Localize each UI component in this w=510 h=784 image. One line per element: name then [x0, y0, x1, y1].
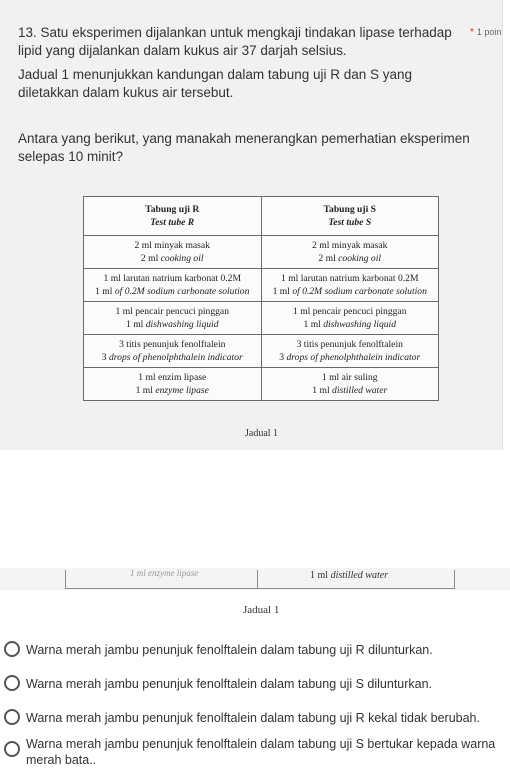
table-caption: Jadual 1: [245, 428, 279, 439]
fragment-right-text: 1 ml distilled water: [310, 570, 389, 581]
radio-button[interactable]: [4, 741, 20, 757]
option-label: Warna merah jambu penunjuk fenolftalein dalam tabung uji S bertukar kepada warna merah bata..: [26, 737, 496, 767]
cell-s: 2 ml minyak masak 2 ml cooking oil: [261, 236, 439, 269]
option-label: Warna merah jambu penunjuk fenolftalein dalam tabung uji S dilunturkan.: [26, 677, 433, 691]
required-star: *: [470, 27, 474, 38]
question-line-5: Antara yang berikut, yang manakah menerangkan pemerhatian eksperimen: [18, 131, 470, 146]
cell-r: 3 titis penunjuk fenolftalein 3 drops of phenolphthalein indicator: [84, 335, 262, 368]
cell-s: 1 ml air suling 1 ml distilled water: [261, 368, 439, 401]
fragment-left-text: 1 ml enzyme lipase: [130, 568, 199, 578]
cell-s: 3 titis penunjuk fenolftalein 3 drops of phenolphthalein indicator: [261, 335, 439, 368]
table-fragment-image: [0, 568, 510, 590]
cell-s: 1 ml pencair pencuci pinggan 1 ml dishwashing liquid: [261, 302, 439, 335]
table-row: [84, 302, 439, 335]
header-tube-r: Tabung uji R Test tube R: [84, 197, 262, 236]
table-row: [84, 335, 439, 368]
option-label: Warna merah jambu penunjuk fenolftalein dalam tabung uji R dilunturkan.: [26, 643, 433, 657]
answer-option-3[interactable]: [0, 708, 510, 738]
question-line-1: 13. Satu eksperimen dijalankan untuk mengkaji tindakan lipase terhadap: [18, 25, 452, 40]
question-line-4: diletakkan dalam kukus air tersebut.: [18, 85, 234, 100]
answer-option-1[interactable]: [0, 640, 510, 670]
option-label: Warna merah jambu penunjuk fenolftalein dalam tabung uji R kekal tidak berubah.: [26, 711, 480, 725]
cell-r: 1 ml enzim lipase 1 ml enzyme lipase: [84, 368, 262, 401]
question-number: 13.: [18, 25, 37, 40]
table-row: [84, 269, 439, 302]
question-line-6: selepas 10 minit?: [18, 149, 124, 164]
cell-r: 2 ml minyak masak 2 ml cooking oil: [84, 236, 262, 269]
answer-option-2[interactable]: [0, 674, 510, 704]
radio-button[interactable]: [4, 709, 20, 725]
radio-button[interactable]: [4, 675, 20, 691]
cell-s: 1 ml larutan natrium karbonat 0.2M 1 ml of 0.2M sodium carbonate solution: [261, 269, 439, 302]
table-header-row: [84, 197, 439, 236]
points-label: 1 poin: [476, 27, 502, 37]
cell-r: 1 ml pencair pencuci pinggan 1 ml dishwashing liquid: [84, 302, 262, 335]
question-line-2: lipid yang dijalankan dalam kukus air 37 darjah selsius.: [18, 43, 347, 58]
fragment-caption: Jadual 1: [243, 604, 280, 616]
answer-option-4[interactable]: [0, 737, 510, 780]
table-row: [84, 236, 439, 269]
experiment-table: [83, 196, 439, 401]
header-tube-s: Tabung uji S Test tube S: [261, 197, 439, 236]
radio-button[interactable]: [4, 641, 20, 657]
question-line-3: Jadual 1 menunjukkan kandungan dalam tabung uji R dan S yang: [18, 67, 413, 82]
required-indicator: [470, 27, 501, 38]
cell-r: 1 ml larutan natrium karbonat 0.2M 1 ml of 0.2M sodium carbonate solution: [84, 269, 262, 302]
table-row: [84, 368, 439, 401]
